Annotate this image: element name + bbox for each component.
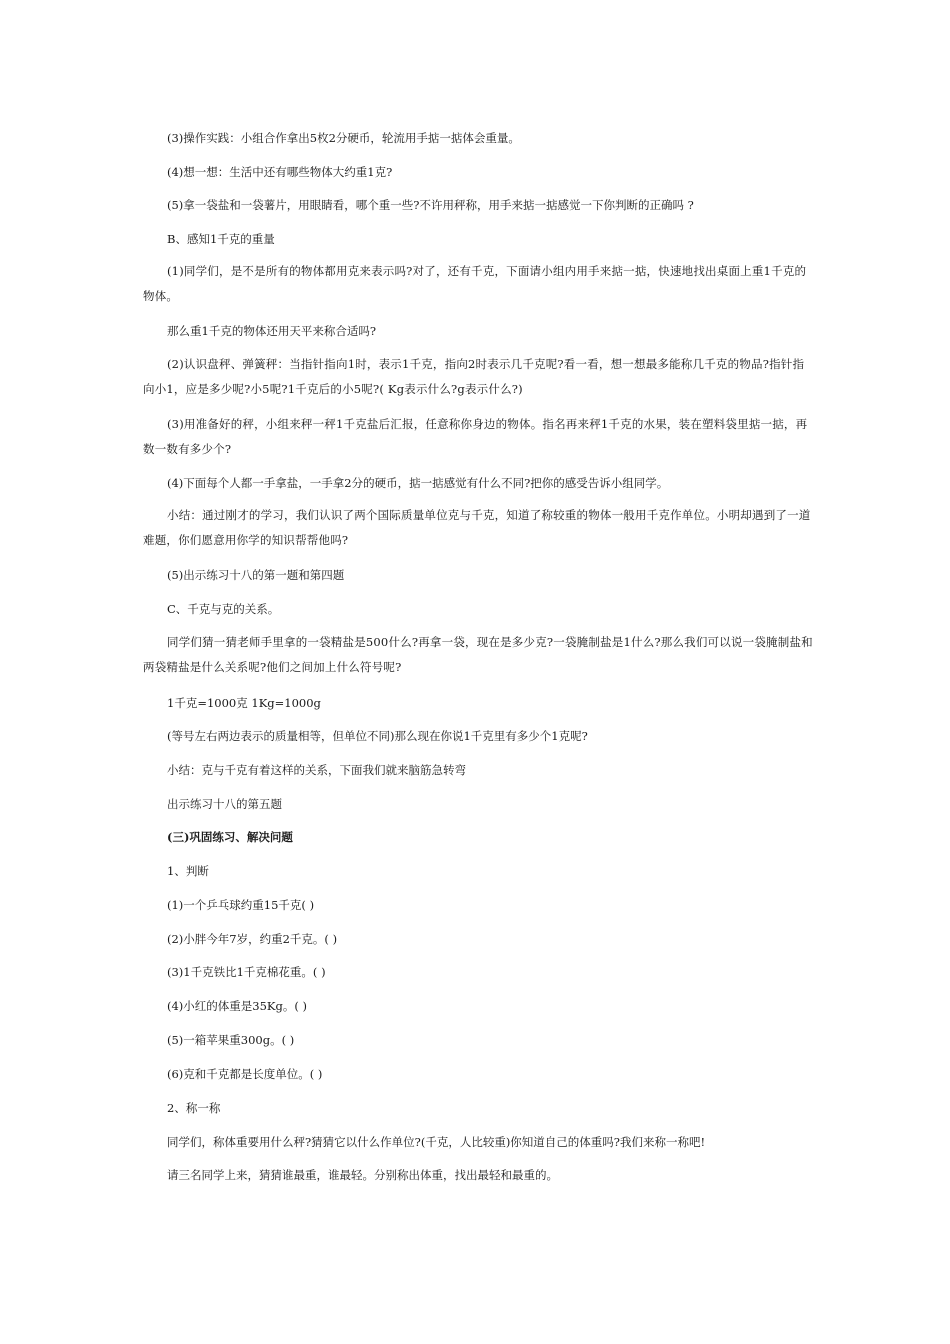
section-heading-c: C、千克与克的关系。: [167, 602, 280, 616]
paragraph-exercise-18: (5)出示练习十八的第一题和第四题: [167, 568, 345, 582]
paragraph-balance-question: 那么重1千克的物体还用天平来称合适吗?: [167, 324, 376, 338]
paragraph-equal-mass: (等号左右两边表示的质量相等，但单位不同)那么现在你说1千克里有多少个1克呢?: [167, 729, 588, 743]
judge-item-1: (1)一个乒乓球约重15千克( ): [167, 898, 315, 912]
paragraph-operation-practice: (3)操作实践：小组合作拿出5枚2分硬币，轮流用手掂一掂体会重量。: [167, 131, 520, 145]
paragraph-body-weight: 同学们，称体重要用什么秤?猜猜它以什么作单位?(千克，人比较重)你知道自己的体重吗?我们来称一称吧!: [167, 1135, 706, 1149]
paragraph-compare-feel: (4)下面每个人都一手拿盐，一手拿2分的硬币，掂一掂感觉有什么不同?把你的感受告诉小组同学。: [167, 476, 669, 490]
judge-item-2: (2)小胖今年7岁，约重2千克。( ): [167, 932, 338, 946]
paragraph-summary-2: 小结：克与千克有着这样的关系，下面我们就来脑筋急转弯: [167, 763, 466, 777]
subheading-weigh: 2、称一称: [167, 1101, 221, 1115]
paragraph-guess-salt: 同学们猜一猜老师手里拿的一袋精盐是500什么?再拿一袋，现在是多少克?一袋腌制盐是1什么?那么我们可以说一袋腌制盐和两袋精盐是什么关系呢?他们之间加上什么符号呢?: [143, 635, 813, 674]
paragraph-weigh-salt: (3)用准备好的秤，小组来秤一秤1千克盐后汇报，任意称你身边的物体。指名再来秤1千克的水果，装在塑料袋里掂一掂，再数一数有多少个?: [143, 417, 808, 456]
paragraph-exercise-18-5: 出示练习十八的第五题: [167, 797, 282, 811]
paragraph-scales: (2)认识盘秤、弹簧秤：当指针指向1时，表示1千克，指向2时表示几千克呢?看一看，想一想最多能称几千克的物品?指针指向小1，应是多少呢?小5呢?1千克后的小5呢?( Kg表示什么?g表示什么?): [143, 357, 805, 396]
paragraph-conversion: 1千克=1000克 1Kg=1000g: [167, 696, 321, 710]
paragraph-think: (4)想一想：生活中还有哪些物体大约重1克?: [167, 165, 393, 179]
section-heading-practice: (三)巩固练习、解决问题: [167, 830, 293, 844]
section-heading-b: B、感知1千克的重量: [167, 232, 275, 246]
paragraph-summary-1: 小结：通过刚才的学习，我们认识了两个国际质量单位克与千克，知道了称较重的物体一般用千克作单位。小明却遇到了一道难题，你们愿意用你学的知识帮帮他吗?: [143, 508, 811, 547]
judge-item-6: (6)克和千克都是长度单位。( ): [167, 1067, 323, 1081]
paragraph-three-students: 请三名同学上来，猜猜谁最重，谁最轻。分别称出体重，找出最轻和最重的。: [167, 1168, 558, 1182]
paragraph-salt-chips: (5)拿一袋盐和一袋薯片，用眼睛看，哪个重一些?不许用秤称，用手来掂一掂感觉一下你判断的正确吗 ?: [167, 198, 694, 212]
judge-item-4: (4)小红的体重是35Kg。( ): [167, 999, 308, 1013]
judge-item-3: (3)1千克铁比1千克棉花重。( ): [167, 965, 326, 979]
subheading-judge: 1、判断: [167, 864, 209, 878]
paragraph-kilogram-objects: (1)同学们，是不是所有的物体都用克来表示吗?对了，还有千克，下面请小组内用手来掂一掂，快速地找出桌面上重1千克的物体。: [143, 264, 807, 303]
judge-item-5: (5)一箱苹果重300g。( ): [167, 1033, 295, 1047]
